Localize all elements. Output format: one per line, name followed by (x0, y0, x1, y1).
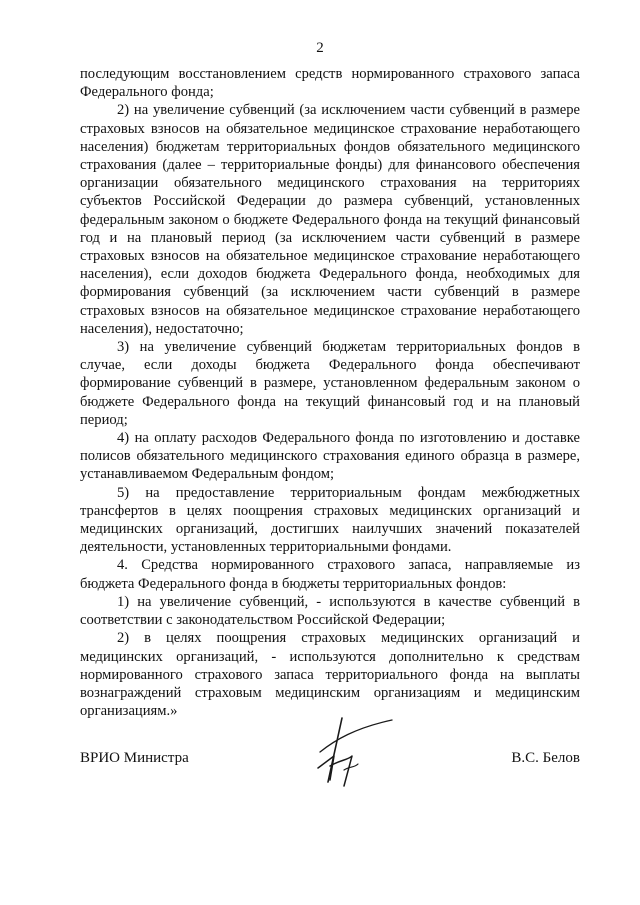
paragraph-item-2: 2) на увеличение субвенций (за исключением части субвенций в размере страховых взносов на обязательное медицинское страхование неработающего населения) бюджетам территориальных фондов обязательного медицинского страхования (далее – территориальные фонды) для финансового обеспечения организации обязательного медицинского страхования на территориях субъектов Российской Федерации до размера субвенций, установленных федеральным законом о бюджете Федерального фонда на текущий финансовый год и на плановый период (за исключением части субвенций в размере страховых взносов на обязательное медицинское страхование неработающего населения), если доходов бюджета Федерального фонда, необходимых для формирования субвенций (за исключением части субвенций в размере страховых взносов на обязательное медицинское страхование неработающего населения), недостаточно; (80, 102, 580, 337)
paragraph-continuation: последующим восстановлением средств нормированного страхового запаса Федерального фонда; (80, 66, 580, 101)
paragraph-item-5: 5) на предоставление территориальным фондам межбюджетных трансфертов в целях поощрения страховых медицинских организаций и медицинских организаций, достигших наилучших значений показателей деятельности, установленных территориальными фондами. (80, 484, 580, 556)
paragraph-item-3: 3) на увеличение субвенций бюджетам территориальных фондов в случае, если доходы бюджета Федерального фонда обеспечивают формирование субвенций в размере, установленном федеральным законом о бюджете Федерального фонда на текущий финансовый год и на плановый период; (80, 339, 580, 428)
handwritten-signature (300, 710, 400, 795)
paragraph-section-4: 4. Средства нормированного страхового запаса, направляемые из бюджета Федерального фонда в бюджеты территориальных фондов: (80, 557, 580, 592)
document-body (80, 65, 580, 720)
page-number: 2 (316, 40, 324, 56)
paragraph-subitem-2: 2) в целях поощрения страховых медицинских организаций и медицинских организаций, - используются дополнительно к средствам нормированного страхового запаса территориального фонда на выплаты вознаграждений страховым медицинским организациям и медицинским организациям.» (80, 630, 580, 720)
signatory-title: ВРИО Министра (80, 750, 189, 766)
paragraph-subitem-1: 1) на увеличение субвенций, - используются в качестве субвенций в соответствии с законодательством Российской Федерации; (80, 593, 580, 629)
paragraph-item-4: 4) на оплату расходов Федерального фонда по изготовлению и доставке полисов обязательного медицинского страхования единого образца в размере, устанавливаемом Федеральным фондом; (80, 430, 580, 483)
signatory-name: В.С. Белов (511, 750, 580, 766)
